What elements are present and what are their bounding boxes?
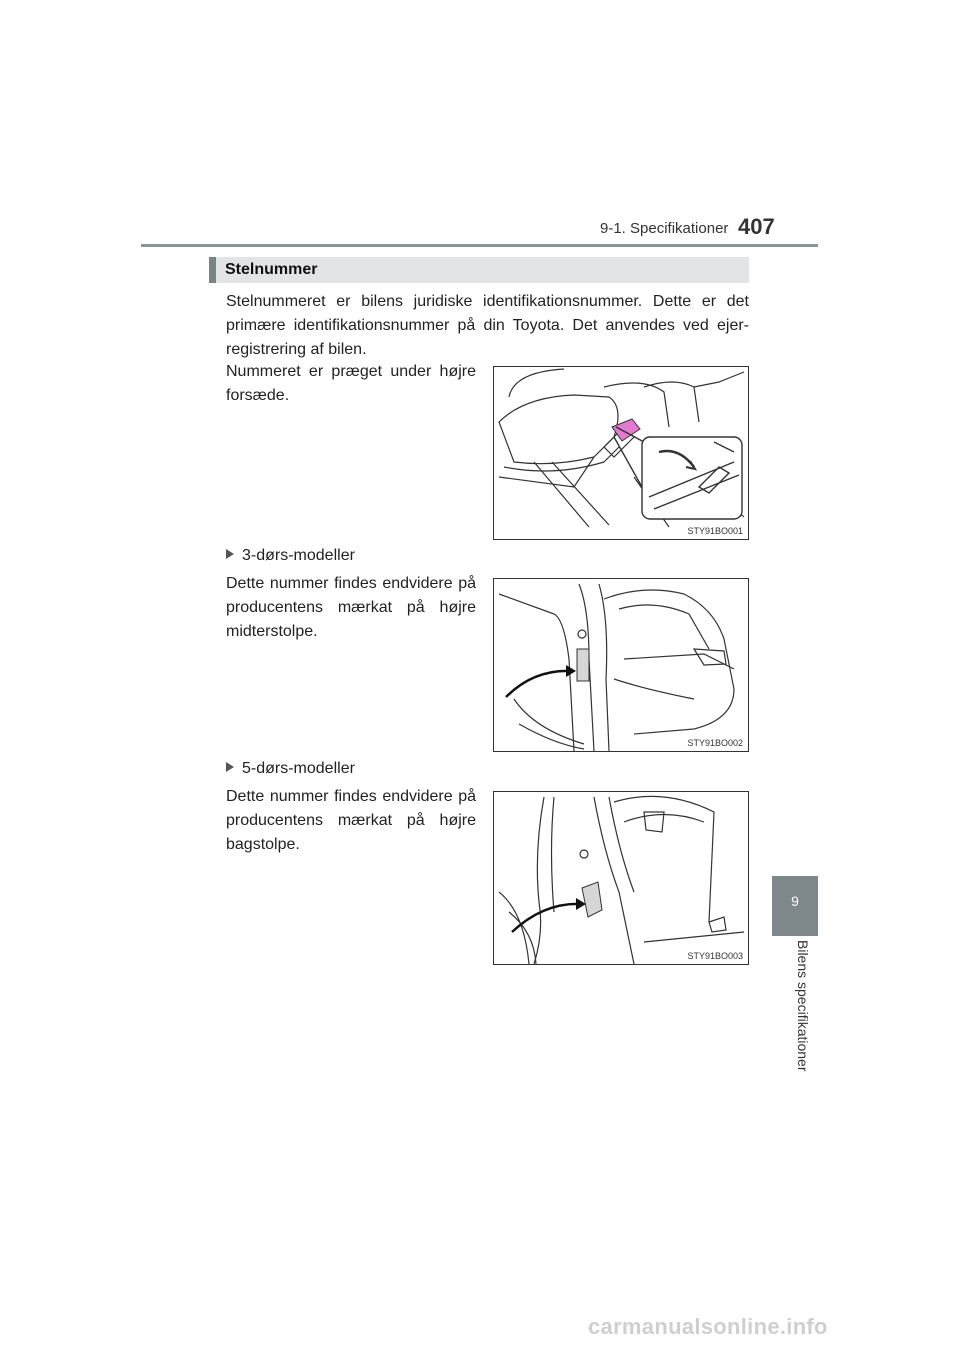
triangle-bullet-icon: [226, 762, 234, 772]
model-bullet-3door: [226, 545, 355, 567]
figure-code: STY91BO001: [687, 526, 743, 536]
model-label: 5-dørs-modeller: [242, 760, 355, 777]
center-pillar-illustration-icon: [494, 579, 748, 751]
figure-rear-pillar: [493, 791, 749, 965]
header-section-title: 9-1. Specifikationer: [600, 220, 729, 237]
watermark: carmanualsonline.info: [588, 1314, 828, 1339]
rear-pillar-illustration-icon: [494, 792, 748, 964]
model-paragraph-3door: Dette nummer findes endvidere på producentens mærkat på højre midterstolpe.: [226, 575, 476, 640]
triangle-bullet-icon: [226, 549, 234, 559]
figure-center-pillar: [493, 578, 749, 752]
chapter-tab-label: Bilens specifikationer: [795, 940, 811, 1072]
model-bullet-5door: [226, 758, 355, 780]
intro-paragraph: Stelnummeret er bilens juridiske identifikationsnummer. Dette er det primære identifikationsnummer på din Toyota. Det anvendes ved ejer-registrering af bilen.: [226, 293, 749, 358]
model-label: 3-dørs-modeller: [242, 547, 355, 564]
location-paragraph: Nummeret er præget under højre forsæde.: [226, 363, 476, 404]
figure-code: STY91BO002: [687, 738, 743, 748]
seat-floor-illustration-icon: [494, 367, 748, 539]
header-rule: [141, 244, 818, 247]
chapter-tab[interactable]: 9: [772, 876, 818, 936]
page-number: 407: [738, 214, 775, 239]
section-heading: Stelnummer: [209, 257, 749, 283]
figure-seat-floor: [493, 366, 749, 540]
model-paragraph-5door: Dette nummer findes endvidere på producentens mærkat på højre bagstolpe.: [226, 788, 476, 853]
figure-code: STY91BO003: [687, 951, 743, 961]
